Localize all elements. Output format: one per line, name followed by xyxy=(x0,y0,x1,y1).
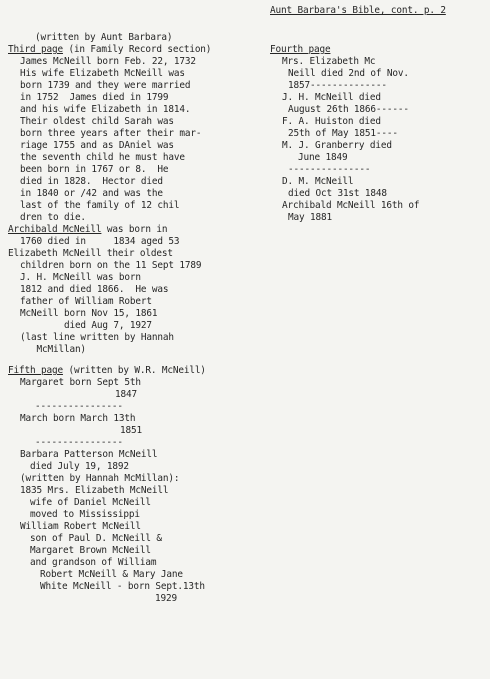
archibald-line: children born on the 11 Sept 1789 xyxy=(20,260,202,271)
fifth-page-line: wife of Daniel McNeill xyxy=(30,497,151,508)
third-page-line: the seventh child he must have xyxy=(20,152,185,163)
fourth-page-line: M. J. Granberry died xyxy=(282,140,392,151)
third-page-line: died in 1828. Hector died xyxy=(20,176,163,187)
fourth-page-line: 25th of May 1851---- xyxy=(288,128,398,139)
archibald-line: father of William Robert xyxy=(20,296,152,307)
fifth-page-line: Robert McNeill & Mary Jane xyxy=(40,569,183,580)
fifth-page-line: and grandson of William xyxy=(30,557,157,568)
third-page-line: His wife Elizabeth McNeill was xyxy=(20,68,185,79)
fifth-page-line: William Robert McNeill xyxy=(20,521,141,532)
archibald-line: McMillan) xyxy=(20,344,86,355)
archibald-line: Elizabeth McNeill their oldest xyxy=(8,248,173,259)
third-page-line: and his wife Elizabeth in 1814. xyxy=(20,104,191,115)
fourth-page-line: Mrs. Elizabeth Mc xyxy=(282,56,376,67)
fifth-page-line: moved to Mississippi xyxy=(30,509,140,520)
third-page-line: been born in 1767 or 8. He xyxy=(20,164,169,175)
fifth-page-line: son of Paul D. McNeill & xyxy=(30,533,162,544)
fifth-page-line: 1851 xyxy=(120,425,142,436)
third-page-line: born three years after their mar- xyxy=(20,128,202,139)
fifth-page-line: Margaret Brown McNeill xyxy=(30,545,151,556)
third-page-line: riage 1755 and as DAniel was xyxy=(20,140,174,151)
third-page-line: in 1752 James died in 1799 xyxy=(20,92,169,103)
note-written-by-aunt-barbara: (written by Aunt Barbara) xyxy=(35,32,173,43)
separator-dashes: --------------- xyxy=(288,164,371,175)
fourth-page-line: 1857-------------- xyxy=(288,80,387,91)
fifth-page-line: 1835 Mrs. Elizabeth McNeill xyxy=(20,485,169,496)
archibald-line: J. H. McNeill was born xyxy=(20,272,141,283)
archibald-name: Archibald McNeill xyxy=(8,224,102,235)
fifth-page-line: 1847 xyxy=(115,389,137,400)
archibald-line: 1812 and died 1866. He was xyxy=(20,284,169,295)
fifth-page-line: Margaret born Sept 5th xyxy=(20,377,141,388)
third-page-line: last of the family of 12 chil xyxy=(20,200,180,211)
fifth-page-line: died July 19, 1892 xyxy=(30,461,129,472)
fourth-page-line: Archibald McNeill 16th of xyxy=(282,200,420,211)
archibald-line: died Aug 7, 1927 xyxy=(20,320,152,331)
third-page-heading xyxy=(8,44,211,55)
third-page-label: Third page xyxy=(8,44,63,55)
third-page-subtitle: (in Family Record section) xyxy=(62,44,212,55)
fourth-page-line: Neill died 2nd of Nov. xyxy=(288,68,409,79)
fourth-page-line: J. H. McNeill died xyxy=(282,92,381,103)
fifth-page-line: Barbara Patterson McNeill xyxy=(20,449,158,460)
third-page-line: Their oldest child Sarah was xyxy=(20,116,174,127)
fifth-page-label: Fifth page xyxy=(8,365,63,376)
third-page-line: in 1840 or /42 and was the xyxy=(20,188,163,199)
third-page-line: James McNeill born Feb. 22, 1732 xyxy=(20,56,196,67)
separator-dashes: ---------------- xyxy=(35,401,123,412)
separator-dashes: ---------------- xyxy=(35,437,123,448)
third-page-line: born 1739 and they were married xyxy=(20,80,191,91)
archibald-line: McNeill born Nov 15, 1861 xyxy=(20,308,158,319)
archibald-line: 1760 died in 1834 aged 53 xyxy=(20,236,180,247)
fifth-page-line: 1929 xyxy=(155,593,177,604)
fourth-page-line: August 26th 1866------ xyxy=(288,104,409,115)
fourth-page-line: died Oct 31st 1848 xyxy=(288,188,387,199)
fifth-page-line: March born March 13th xyxy=(20,413,136,424)
fourth-page-line: F. A. Huiston died xyxy=(282,116,381,127)
archibald-heading-rest: was born in xyxy=(101,224,168,235)
archibald-line: (last line written by Hannah xyxy=(20,332,174,343)
fifth-page-heading xyxy=(8,365,206,376)
fourth-page-line: June 1849 xyxy=(298,152,348,163)
page-header-title: Aunt Barbara's Bible, cont. p. 2 xyxy=(270,5,446,16)
third-page-line: dren to die. xyxy=(20,212,86,223)
fourth-page-line: D. M. McNeill xyxy=(282,176,354,187)
archibald-heading xyxy=(8,224,167,235)
fifth-page-line: (written by Hannah McMillan): xyxy=(20,473,180,484)
fifth-page-line: White McNeill - born Sept.13th xyxy=(40,581,205,592)
fifth-page-subtitle: (written by W.R. McNeill) xyxy=(62,365,206,376)
fourth-page-line: May 1881 xyxy=(288,212,332,223)
fourth-page-heading: Fourth page xyxy=(270,44,331,55)
